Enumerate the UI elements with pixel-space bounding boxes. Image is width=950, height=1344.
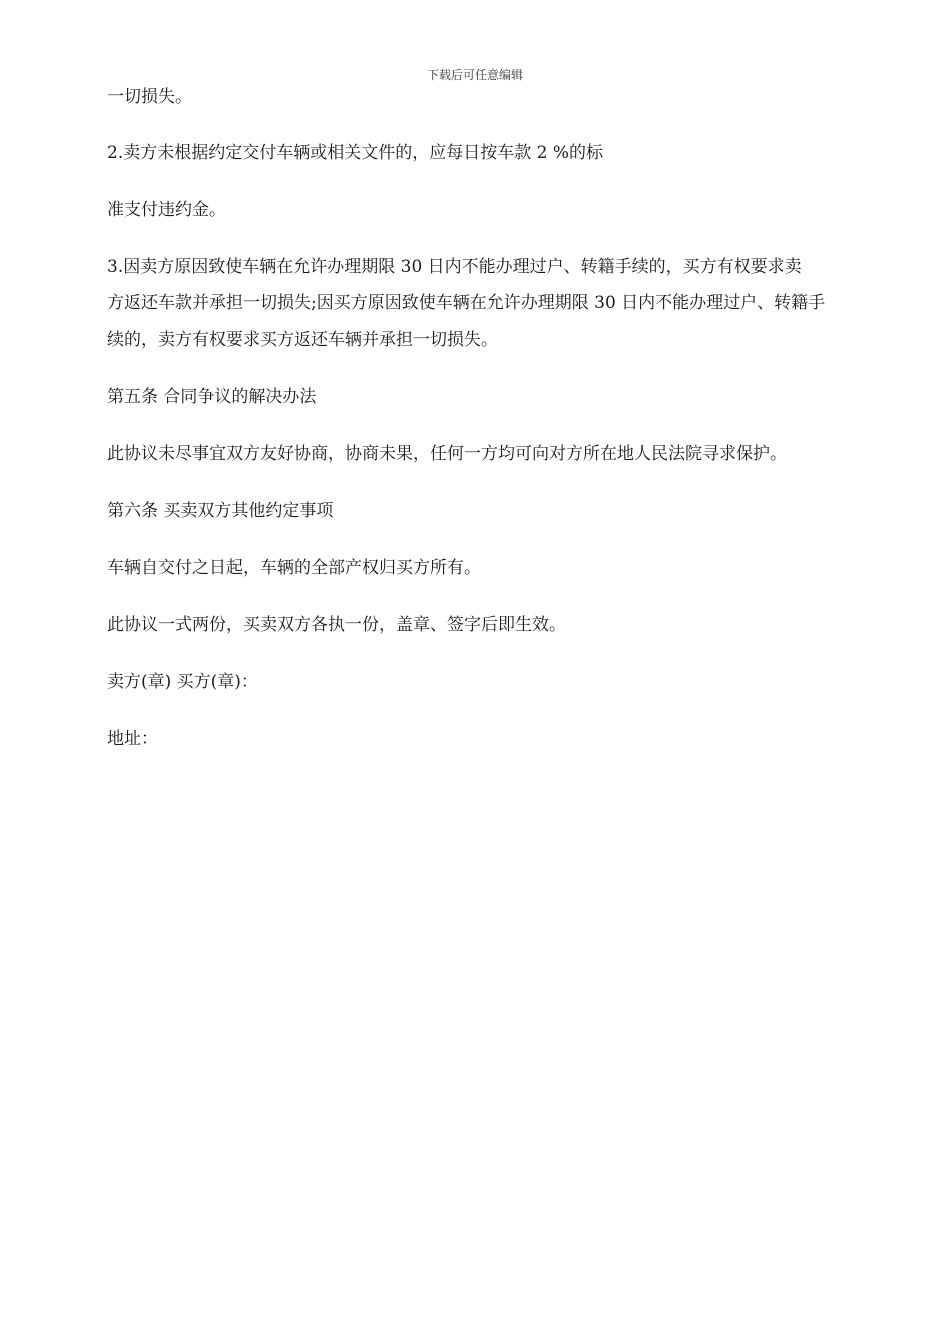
page-header-note: 下载后可任意编辑 bbox=[426, 68, 523, 82]
article-5-body: 此协议未尽事宜双方友好协商，协商未果，任何一方均可向对方所在地人民法院寻求保护。 bbox=[107, 444, 787, 464]
clause-2-line-1: 2.卖方未根据约定交付车辆或相关文件的，应每日按车款 2 %的标 bbox=[107, 143, 603, 163]
clause-2-line-2: 准支付违约金。 bbox=[107, 200, 226, 220]
article-6-title: 第六条 买卖双方其他约定事项 bbox=[107, 501, 334, 521]
address-label: 地址： bbox=[107, 729, 158, 749]
signature-line: 卖方(章) 买方(章)： bbox=[107, 672, 258, 692]
paragraph-loss-end: 一切损失。 bbox=[107, 87, 192, 107]
clause-3-line-1: 3.因卖方原因致使车辆在允许办理期限 30 日内不能办理过户、转籍手续的，买方有权要求卖 bbox=[107, 257, 802, 277]
article-5-title: 第五条 合同争议的解决办法 bbox=[107, 387, 317, 407]
clause-3-line-3: 续的，卖方有权要求买方返还车辆并承担一切损失。 bbox=[107, 330, 498, 350]
article-6-body-ownership: 车辆自交付之日起，车辆的全部产权归买方所有。 bbox=[107, 558, 481, 578]
article-6-body-copies: 此协议一式两份，买卖双方各执一份，盖章、签字后即生效。 bbox=[107, 615, 566, 635]
clause-3-line-2: 方返还车款并承担一切损失;因买方原因致使车辆在允许办理期限 30 日内不能办理过户、转籍手 bbox=[107, 293, 826, 313]
